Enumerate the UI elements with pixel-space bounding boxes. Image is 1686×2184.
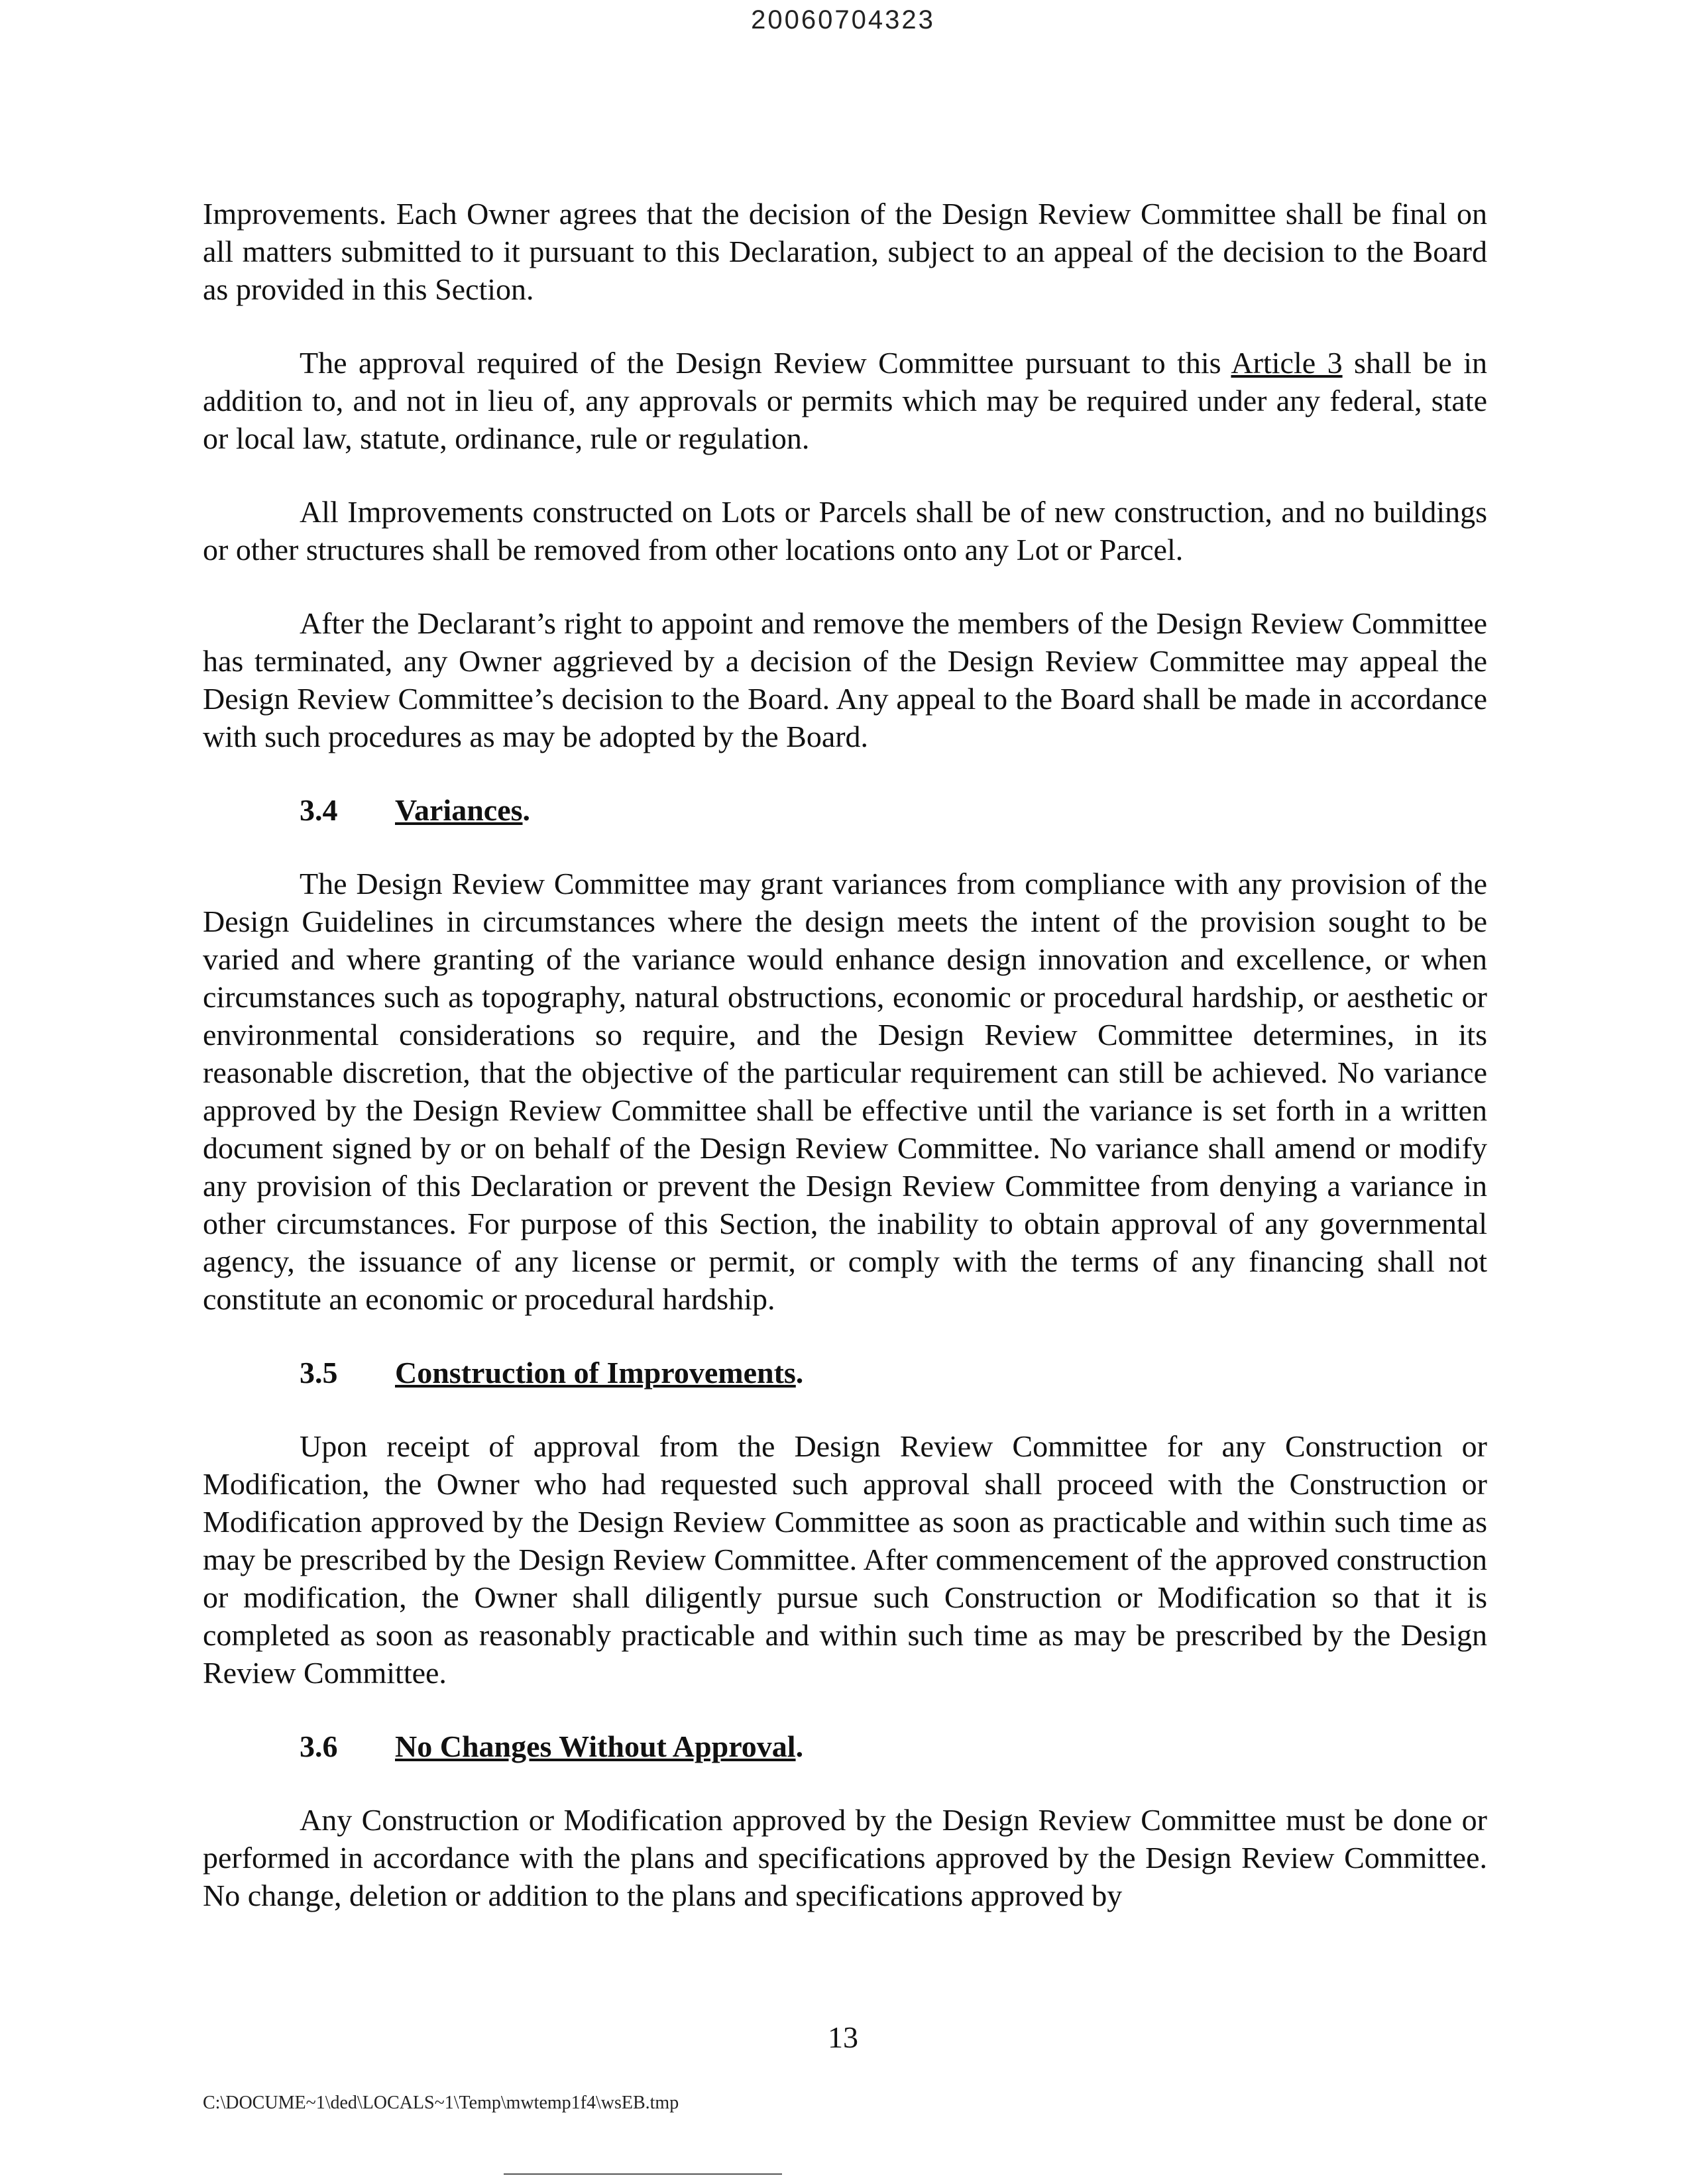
article-3-reference: Article 3 <box>1231 346 1343 380</box>
paragraph-text: shall be in addition to, and not in lieu of, any approvals or permits which may be required under any federal, state or local law, statute, ordinance, rule or regulation. <box>203 346 1487 455</box>
section-body-3-5: Upon receipt of approval from the Design Review Committee for any Construction or Modification, the Owner who had requested such approval shall proceed with the Construction or Modification approved by the Design Review Committee as soon as practicable and within such time as may be prescribed by the Design Review Committee. After commencement of the approved construction or modification, the Owner shall diligently pursue such Construction or Modification so that it is completed as soon as reasonably practicable and within such time as may be prescribed by the Design Review Committee. <box>203 1429 1487 1690</box>
section-body-3-4: The Design Review Committee may grant variances from compliance with any provision of the Design Guidelines in circumstances where the design meets the intent of the provision sought to be varied and where granting of the variance would enhance design innovation and excellence, or when circumstances such as topography, natural obstructions, economic or procedural hardship, or aesthetic or environmental considerations so require, and the Design Review Committee determines, in its reasonable discretion, that the objective of the particular requirement can still be achieved. No variance approved by the Design Review Committee shall be effective until the variance is set forth in a written document signed by or on behalf of the Design Review Committee. No variance shall amend or modify any provision of this Declaration or prevent the Design Review Committee from denying a variance in other circumstances. For purpose of this Section, the inability to obtain approval of any governmental agency, the issuance of any license or permit, or comply with the terms of any financing shall not constitute an economic or procedural hardship. <box>203 867 1487 1316</box>
section-number: 3.6 <box>300 1729 338 1763</box>
paragraph-new-construction: All Improvements constructed on Lots or Parcels shall be of new construction, and no buildings or other structures shall be removed from other locations onto any Lot or Parcel. <box>203 495 1487 567</box>
section-number: 3.5 <box>300 1356 338 1390</box>
section-heading-3-5: 3.5 Construction of Improvements. <box>203 1354 1487 1392</box>
paragraph-approval-required <box>203 344 1487 457</box>
section-title: No Changes Without Approval <box>395 1729 796 1763</box>
paragraph-improvements: Improvements. Each Owner agrees that the decision of the Design Review Committee shall be final on all matters submitted to it pursuant to this Declaration, subject to an appeal of the decision to the Board as provided in this Section. <box>203 197 1487 306</box>
section-title: Variances <box>395 793 523 827</box>
paragraph-appeal: After the Declarant’s right to appoint and remove the members of the Design Review Committee has terminated, any Owner aggrieved by a decision of the Design Review Committee may appeal the Design Review Committee’s decision to the Board. Any appeal to the Board shall be made in accordance with such procedures as may be adopted by the Board. <box>203 606 1487 753</box>
paragraph-text: The approval required of the Design Review Committee pursuant to this <box>300 346 1231 380</box>
section-heading-3-6: 3.6 No Changes Without Approval. <box>203 1727 1487 1765</box>
section-heading-3-4: 3.4 Variances. <box>203 791 1487 829</box>
footer-rule <box>504 2173 782 2175</box>
section-body-3-6: Any Construction or Modification approved by the Design Review Committee must be done or performed in accordance with the plans and specifications approved by the Design Review Committee. No change, deletion or addition to the plans and specifications approved by <box>203 1803 1487 1912</box>
record-number: 20060704323 <box>751 5 935 34</box>
file-path-footer: C:\DOCUME~1\ded\LOCALS~1\Temp\mwtemp1f4\wsEB.tmp <box>203 2093 679 2113</box>
page-number: 13 <box>828 2020 858 2054</box>
document-body <box>203 195 1487 1914</box>
section-number: 3.4 <box>300 793 338 827</box>
section-title: Construction of Improvements <box>395 1356 796 1390</box>
